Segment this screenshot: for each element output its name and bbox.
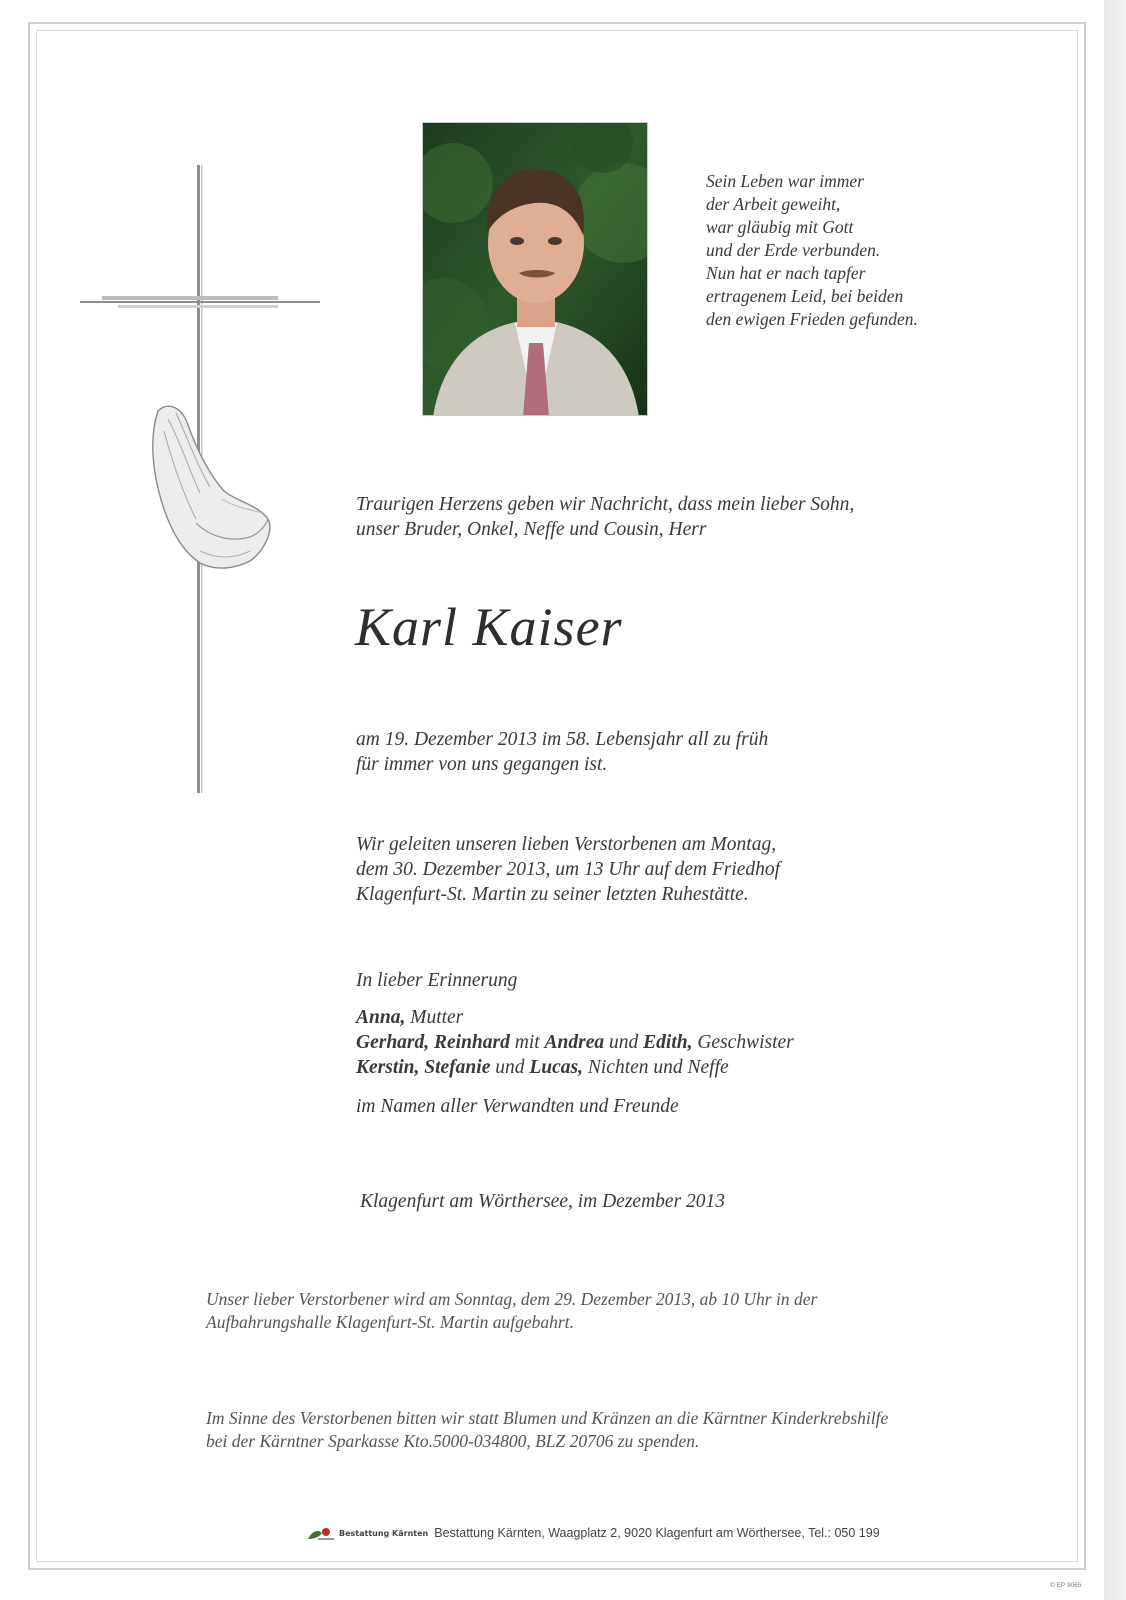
family-row	[356, 1005, 794, 1030]
family-list	[356, 1005, 794, 1080]
poem-line: und der Erde verbunden.	[706, 240, 881, 260]
donation-note	[206, 1407, 888, 1453]
memory-heading: In lieber Erinnerung	[356, 970, 518, 991]
family-connector: und	[490, 1057, 530, 1078]
note-line: Aufbahrungshalle Klagenfurt-St. Martin aufgebahrt.	[206, 1312, 574, 1332]
funeral-line: Wir geleiten unseren lieben Verstorbenen am Montag,	[356, 834, 777, 855]
family-connector: mit	[509, 1032, 545, 1053]
deceased-name: Karl Kaiser	[355, 597, 623, 657]
poem-line: Sein Leben war immer	[706, 171, 864, 191]
place-date: Klagenfurt am Wörthersee, im Dezember 2013	[360, 1191, 726, 1212]
lying-in-state-note	[206, 1288, 817, 1334]
cross-icon	[80, 165, 320, 795]
family-row	[356, 1055, 794, 1080]
family-role: Nichten und Neffe	[582, 1057, 729, 1078]
intro-line: Traurigen Herzens geben wir Nachricht, dass mein lieber Sohn,	[356, 494, 855, 515]
funeral-home-logo-icon	[306, 1525, 336, 1541]
family-role: Mutter	[405, 1007, 464, 1028]
note-line: Unser lieber Verstorbener wird am Sonntag, dem 29. Dezember 2013, ab 10 Uhr in der	[206, 1289, 818, 1309]
poem	[706, 170, 1036, 331]
family-name: Anna,	[356, 1007, 406, 1028]
funeral-line: dem 30. Dezember 2013, um 13 Uhr auf dem Friedhof	[356, 859, 781, 880]
announcement-intro	[356, 492, 854, 542]
footer	[306, 1522, 880, 1544]
print-code: © EP 9065	[1050, 1582, 1082, 1589]
funeral-info	[356, 832, 780, 907]
family-name: Andrea	[544, 1032, 605, 1053]
family-connector: und	[604, 1032, 644, 1053]
praying-hands-icon	[153, 406, 270, 568]
family-name: Gerhard, Reinhard	[356, 1032, 510, 1053]
funeral-line: Klagenfurt-St. Martin zu seiner letzten Ruhestätte.	[356, 884, 749, 905]
poem-line: den ewigen Frieden gefunden.	[706, 309, 918, 329]
relatives-line: im Namen aller Verwandten und Freunde	[356, 1096, 679, 1117]
scan-edge	[1104, 0, 1126, 1600]
family-role: Geschwister	[692, 1032, 794, 1053]
family-name: Kerstin, Stefanie	[356, 1057, 491, 1078]
note-line: bei der Kärntner Sparkasse Kto.5000-034800, BLZ 20706 zu spenden.	[206, 1431, 700, 1451]
portrait-photo	[422, 122, 648, 416]
footer-address: Bestattung Kärnten, Waagplatz 2, 9020 Klagenfurt am Wörthersee, Tel.: 050 199	[434, 1526, 880, 1540]
funeral-home-logo	[306, 1525, 428, 1541]
death-info	[356, 727, 768, 777]
family-name: Edith,	[643, 1032, 693, 1053]
family-row	[356, 1030, 794, 1055]
poem-line: war gläubig mit Gott	[706, 217, 854, 237]
death-line: am 19. Dezember 2013 im 58. Lebensjahr all zu früh	[356, 729, 769, 750]
family-name: Lucas,	[529, 1057, 583, 1078]
logo-text: Bestattung Kärnten	[339, 1528, 429, 1538]
poem-line: ertragenem Leid, bei beiden	[706, 286, 904, 306]
poem-line: Nun hat er nach tapfer	[706, 263, 866, 283]
note-line: Im Sinne des Verstorbenen bitten wir statt Blumen und Kränzen an die Kärntner Kinderkrebshilfe	[206, 1408, 889, 1428]
poem-line: der Arbeit geweiht,	[706, 194, 841, 214]
death-line: für immer von uns gegangen ist.	[356, 754, 608, 775]
intro-line: unser Bruder, Onkel, Neffe und Cousin, Herr	[356, 519, 707, 540]
